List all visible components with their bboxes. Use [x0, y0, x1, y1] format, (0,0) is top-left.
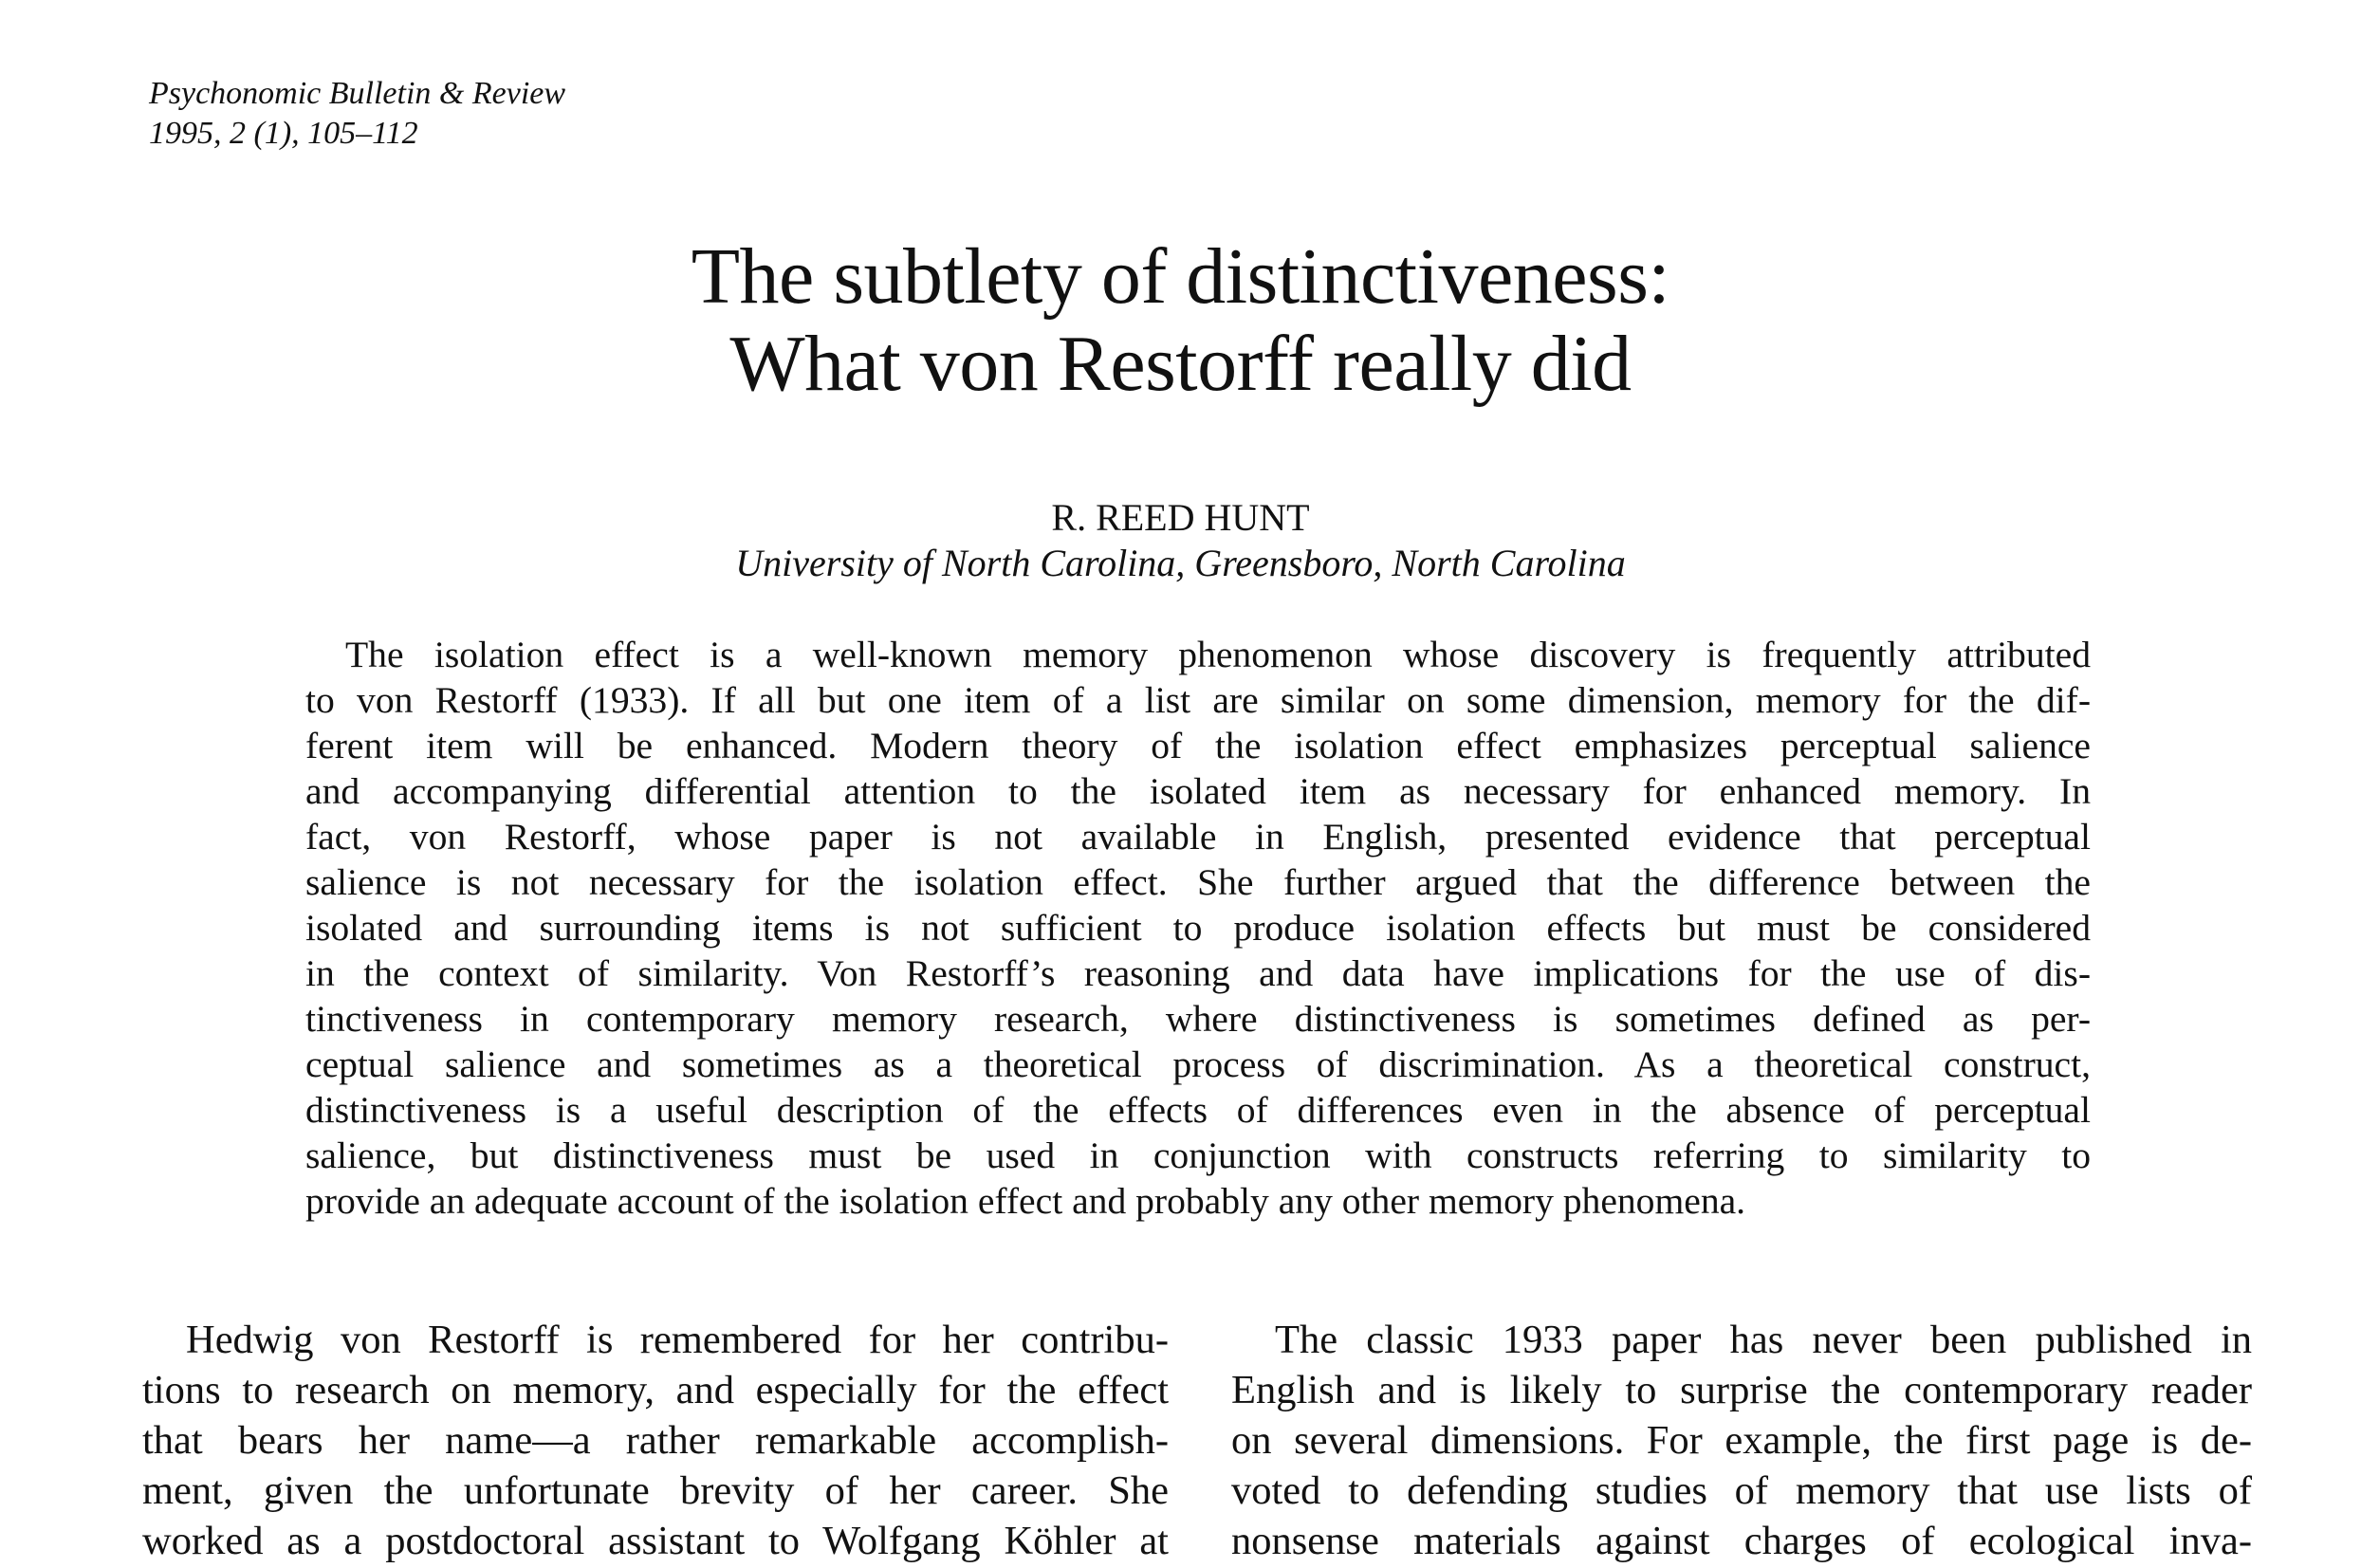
body-line: voted to defending studies of memory that use lists of [1231, 1468, 2252, 1513]
abstract-line: fact, von Restorff, whose paper is not available in English, presented evidence that perceptual [305, 816, 2091, 858]
abstract-line: in the context of similarity. Von Restorff’s reasoning and data have implications for the use of dis- [305, 952, 2091, 994]
abstract-line: salience is not necessary for the isolation effect. She further argued that the difference between the [305, 861, 2091, 903]
title-line-2: What von Restorff really did [729, 320, 1632, 408]
abstract-line: provide an adequate account of the isolation effect and probably any other memory phenomena. [305, 1180, 1746, 1222]
body-line: tions to research on memory, and especially for the effect [142, 1368, 1169, 1412]
abstract-line: distinctiveness is a useful description of the effects of differences even in the absence of perceptual [305, 1089, 2091, 1131]
body-line: Hedwig von Restorff is remembered for her contribu- [186, 1318, 1169, 1362]
body-column-left [142, 1315, 1169, 1566]
journal-header [149, 74, 565, 154]
body-column-right [1231, 1315, 2252, 1566]
body-line: English and is likely to surprise the contemporary reader [1231, 1368, 2252, 1412]
body-line: nonsense materials against charges of ecological inva- [1231, 1519, 2252, 1563]
abstract [305, 632, 2091, 1224]
abstract-line: to von Restorff (1933). If all but one item of a list are similar on some dimension, memory for the dif- [305, 679, 2091, 721]
author-affiliation: University of North Carolina, Greensboro, North Carolina [735, 542, 1626, 584]
body-line: on several dimensions. For example, the first page is de- [1231, 1418, 2252, 1463]
body-line: The classic 1933 paper has never been published in [1275, 1318, 2252, 1362]
abstract-line: The isolation effect is a well-known memory phenomenon whose discovery is frequently attributed [345, 634, 2091, 675]
body-line: that bears her name—a rather remarkable accomplish- [142, 1418, 1169, 1463]
journal-name: Psychonomic Bulletin & Review [149, 76, 566, 111]
journal-citation: 1995, 2 (1), 105–112 [149, 116, 418, 151]
abstract-line: tinctiveness in contemporary memory research, where distinctiveness is sometimes defined as per- [305, 998, 2091, 1040]
abstract-line: salience, but distinctiveness must be used in conjunction with constructs referring to similarity to [305, 1134, 2091, 1176]
abstract-line: ceptual salience and sometimes as a theoretical process of discrimination. As a theoretical construct, [305, 1043, 2091, 1085]
abstract-line: isolated and surrounding items is not sufficient to produce isolation effects but must be considered [305, 907, 2091, 949]
body-line: ment, given the unfortunate brevity of her career. She [142, 1468, 1169, 1513]
article-title [0, 233, 2361, 408]
author-name: R. REED HUNT [1051, 496, 1310, 539]
abstract-line: and accompanying differential attention to the isolated item as necessary for enhanced memory. In [305, 770, 2091, 812]
body-line: worked as a postdoctoral assistant to Wolfgang Köhler at [142, 1519, 1169, 1563]
abstract-line: ferent item will be enhanced. Modern theory of the isolation effect emphasizes perceptual salience [305, 725, 2091, 766]
title-line-1: The subtlety of distinctiveness: [691, 232, 1670, 321]
